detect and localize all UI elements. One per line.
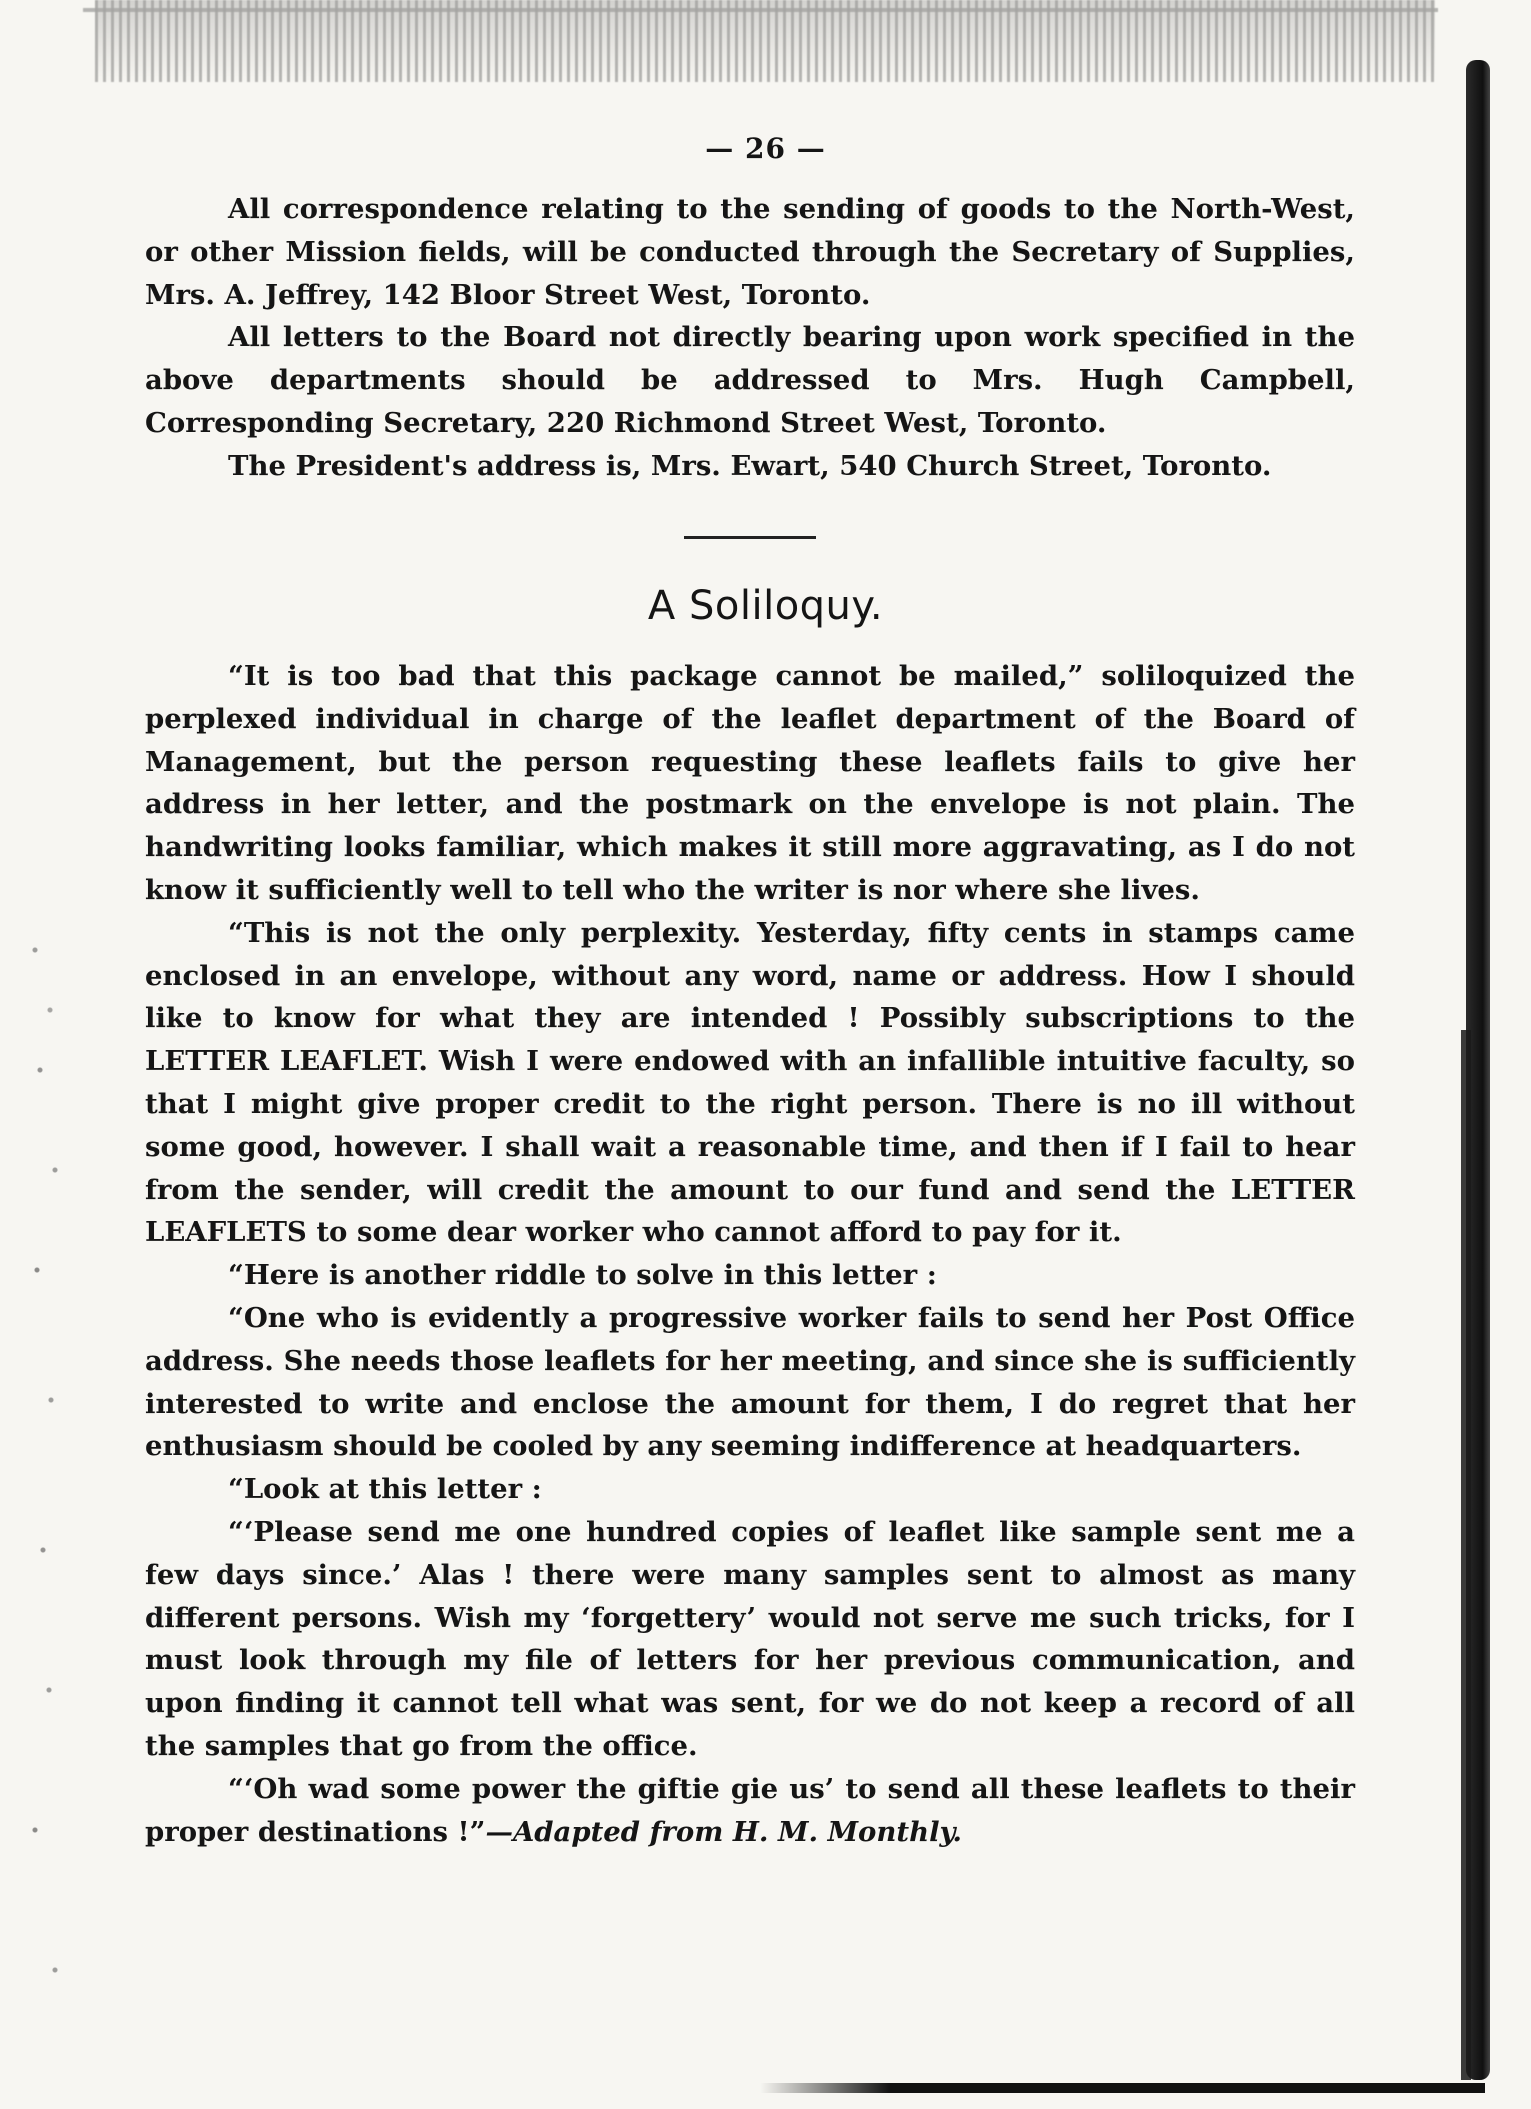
article-paragraph-7: [145, 1768, 1355, 1854]
notice-section: [145, 188, 1355, 488]
article-paragraph-5: “Look at this letter :: [228, 1473, 542, 1506]
scan-noise-top: [95, 0, 1435, 82]
article-paragraph-2: “This is not the only perplexity. Yesterday, fifty cents in stamps came enclosed in an envelope, without any word, name or address. How I should like to know for what they are intended ! Possibly subscriptions to the LETTER LEAFLET. Wish I were endowed with an infallible intuitive faculty, so that I might give proper credit to the right person. There is no ill without some good, however. I shall wait a reasonable time, and then if I fail to hear from the sender, will credit the amount to our fund and send the LETTER LEAFLETS to some dear worker who cannot afford to pay for it.: [145, 916, 1355, 1249]
scan-margin-speckles: [25, 930, 65, 2050]
scan-bottom-edge: [760, 2083, 1485, 2093]
article-paragraph-6: “‘Please send me one hundred copies of leaflet like sample sent me a few days since.’ Alas ! there were many samples sent to almost as many different persons. Wish my ‘forgettery’ would not serve me such tricks, for I must look through my file of letters for her previous communication, and upon finding it cannot tell what was sent, for we do not keep a record of all the samples that go from the office.: [145, 1515, 1355, 1762]
section-divider: [684, 536, 816, 539]
article-paragraph-1: “It is too bad that this package cannot be mailed,” soliloquized the perplexed individual in charge of the leaflet department of the Board of Management, but the person requesting these leaflets fails to give her address in her letter, and the postmark on the envelope is not plain. The handwriting looks familiar, which makes it still more aggravating, as I do not know it sufficiently well to tell who the writer is nor where she lives.: [145, 660, 1355, 906]
article-title: A Soliloquy.: [647, 583, 884, 629]
article-attribution: —Adapted from H. M. Monthly.: [485, 1815, 962, 1848]
notice-paragraph-3: The President's address is, Mrs. Ewart, 540 Church Street, Toronto.: [228, 449, 1272, 482]
notice-paragraph-2: All letters to the Board not directly bearing upon work specified in the above departments should be addressed to Mrs. Hugh Campbell, Corresponding Secretary, 220 Richmond Street West, Toronto.: [145, 321, 1355, 439]
article-paragraph-4: “One who is evidently a progressive worker fails to send her Post Office address. She needs those leaflets for her meeting, and since she is sufficiently interested to write and enclose the amount for them, I do regret that her enthusiasm should be cooled by any seeming indifference at headquarters.: [145, 1301, 1355, 1463]
notice-paragraph-1: All correspondence relating to the sending of goods to the North-West, or other Mission fields, will be conducted through the Secretary of Supplies, Mrs. A. Jeffrey, 142 Bloor Street West, Toronto.: [145, 193, 1355, 311]
article-body: [145, 655, 1355, 1853]
article-paragraph-7-text: “‘Oh wad some power the giftie gie us’ to send all these leaflets to their proper destinations !”: [145, 1772, 1355, 1848]
scan-binding-shadow-inner: [1461, 1030, 1471, 2080]
page-number: — 26 —: [705, 132, 826, 165]
article-paragraph-3: “Here is another riddle to solve in this letter :: [228, 1259, 937, 1292]
